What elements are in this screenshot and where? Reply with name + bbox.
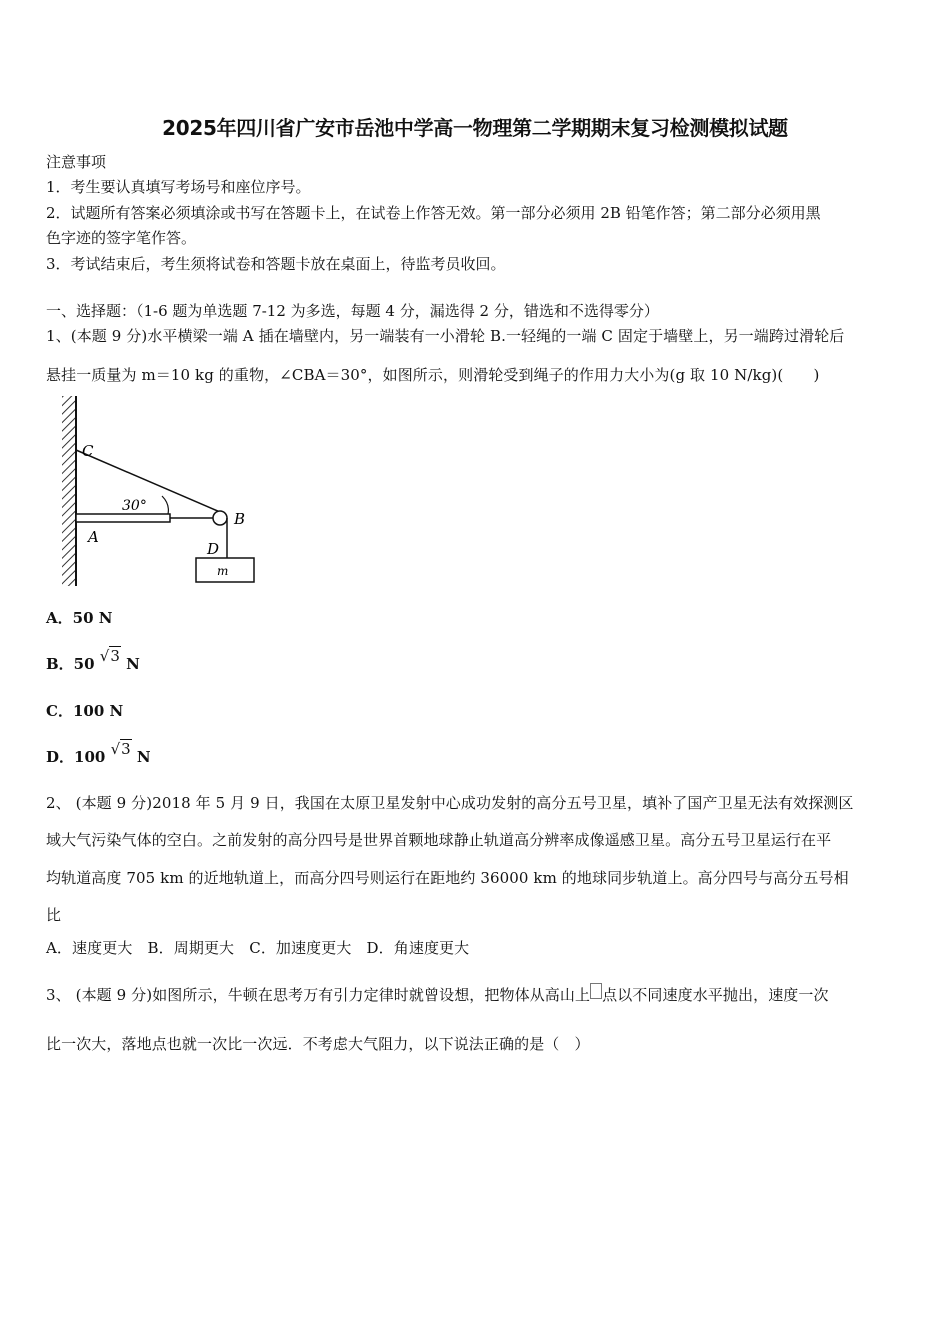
notice-item: 3．考试结束后，考生须将试卷和答题卡放在桌面上，待监考员收回。 <box>46 255 506 273</box>
q1-option-c: C．100 N <box>46 702 124 720</box>
q1-option-b-label: B．50 <box>46 655 95 673</box>
q1-option-b-unit: N <box>126 655 140 673</box>
angle-arc <box>162 496 168 514</box>
q2-stem-line: 域大气污染气体的空白。之前发射的高分四号是世界首颗地球静止轨道高分辨率成像遥感卫星。高分五号卫星运行在平 <box>46 831 832 849</box>
sqrt-symbol: √3 <box>110 740 131 758</box>
wall-hatch <box>62 396 76 586</box>
missing-glyph-icon <box>590 983 602 999</box>
q1-option-b <box>46 647 140 674</box>
beam-ab <box>76 514 170 522</box>
q3-stem-line2: 比一次大，落地点也就一次比一次远．不考虑大气阻力，以下说法正确的是（ ） <box>46 1035 590 1053</box>
q3-stem-part2: 点以不同速度水平抛出，速度一次 <box>602 986 829 1004</box>
section-heading: 一、选择题：（1-6 题为单选题 7-12 为多选，每题 4 分，漏选得 2 分，错选和不选得零分） <box>46 302 659 320</box>
q1-stem-line2: 悬挂一质量为 m＝10 kg 的重物，∠CBA＝30°，如图所示，则滑轮受到绳子的作用力大小为(g 取 10 N/kg)( ) <box>46 366 820 384</box>
label-c: C <box>82 442 94 460</box>
q1-option-d-unit: N <box>136 748 151 766</box>
q1-option-d <box>46 740 151 767</box>
label-m: m <box>217 564 229 578</box>
label-b: B <box>234 510 246 528</box>
label-a: A <box>88 528 99 546</box>
q2-options: A．速度更大 B．周期更大 C．加速度更大 D．角速度更大 <box>46 939 470 957</box>
q3-stem-part1: 3、 (本题 9 分)如图所示，牛顿在思考万有引力定律时就曾设想，把物体从高山上 <box>46 986 591 1004</box>
notice-heading: 注意事项 <box>46 153 107 171</box>
sqrt-symbol: √3 <box>99 647 120 665</box>
rope-cb <box>76 450 220 512</box>
q1-figure <box>56 394 266 592</box>
label-d: D <box>207 540 220 558</box>
q2-stem-line: 比 <box>46 906 62 924</box>
q2-stem-line: 2、 (本题 9 分)2018 年 5 月 9 日，我国在太原卫星发射中心成功发射的高分五号卫星，填补了国产卫星无法有效探测区 <box>46 794 854 812</box>
notice-item: 2．试题所有答案必须填涂或书写在答题卡上，在试卷上作答无效。第一部分必须用 2B 铅笔作答；第二部分必须用黑 <box>46 204 821 222</box>
q1-option-a: A．50 N <box>46 609 113 627</box>
q1-stem-line1: 1、(本题 9 分)水平横梁一端 A 插在墙壁内，另一端装有一小滑轮 B.一轻绳的一端 C 固定于墙壁上，另一端跨过滑轮后 <box>46 327 845 345</box>
label-angle: 30° <box>122 498 147 514</box>
notice-item: 色字迹的签字笔作答。 <box>46 229 197 247</box>
notice-item: 1．考生要认真填写考场号和座位序号。 <box>46 178 311 196</box>
page-title: 2025年四川省广安市岳池中学高一物理第二学期期末复习检测模拟试题 <box>162 116 788 140</box>
q3-stem-line1 <box>46 985 829 1005</box>
q1-option-d-label: D．100 <box>46 748 106 766</box>
q2-stem-line: 均轨道高度 705 km 的近地轨道上，而高分四号则运行在距地约 36000 km 的地球同步轨道上。高分四号与高分五号相 <box>46 869 849 887</box>
pulley-b <box>213 511 227 525</box>
